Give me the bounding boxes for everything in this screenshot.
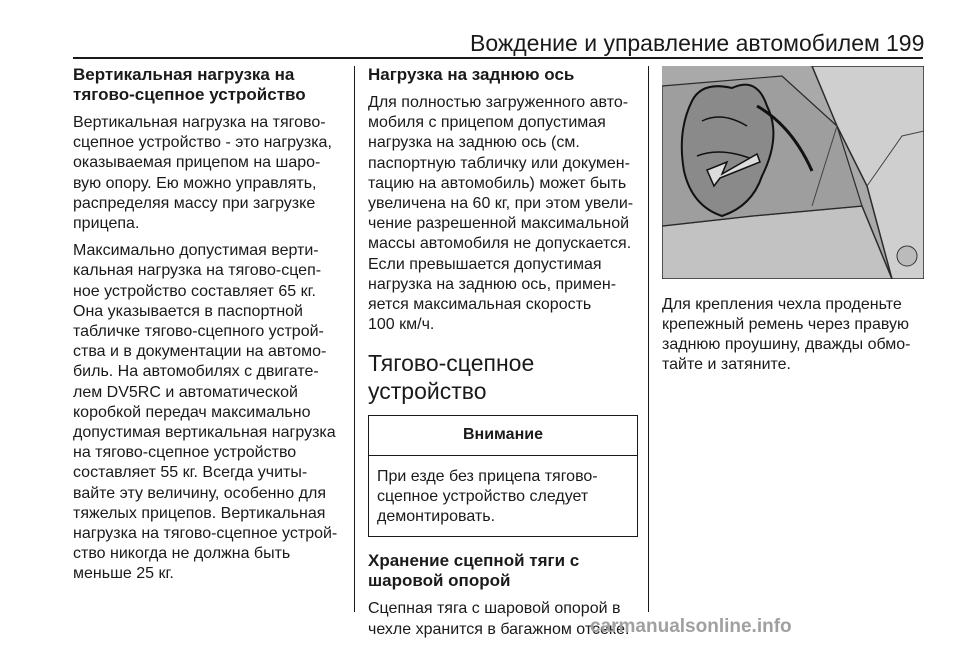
section-heading-vertical-load: Вертикальная нагрузка на тягово-сцепное устройство xyxy=(73,65,306,104)
watermark: carmanualsonline.info xyxy=(590,616,792,637)
column-separator-1 xyxy=(354,66,355,612)
section-heading-rear-axle-load: Нагрузка на заднюю ось xyxy=(368,65,575,84)
paragraph-towbar-storage: Сцепная тяга с шаровой опорой в чехле хранится в багажном отсеке. xyxy=(368,600,630,638)
paragraph-vertical-load-definition: Вертикальная нагрузка на тягово- сцепное устройство - это нагрузка, оказываемая прицепом на шаро- вую опору. Ею можно управлять, распределяя массу при загрузке прицепа. xyxy=(73,114,332,233)
header-rule xyxy=(73,57,923,59)
warning-text: При езде без прицепа тягово- сцепное устройство следует демонтировать. xyxy=(377,468,598,526)
page-number: 199 xyxy=(886,30,925,56)
column-separator-2 xyxy=(648,66,649,612)
warning-box xyxy=(368,415,638,537)
illustration-trunk-towbar-bag xyxy=(662,66,924,279)
running-header-title: Вождение и управление автомобилем xyxy=(470,30,880,56)
section-heading-towbar-storage: Хранение сцепной тяги с шаровой опорой xyxy=(368,551,580,591)
figure-caption: Для крепления чехла проденьте крепежный ремень через правую заднюю проушину, дважды обмо- тайте и затяните. xyxy=(662,296,911,373)
paragraph-rear-axle-load: Для полностью загруженного авто- мобиля с прицепом допустимая нагрузка на заднюю ось (см. паспортную табличку или докумен- тацию на автомобиль) может быть увеличена на 60 кг, при этом увели- чение разрешенной максимальной массы автомобиля не допускается. Если превышается допустимая нагрузка на заднюю ось, примен- яется максимальная скорость 100 км/ч. xyxy=(368,94,634,334)
column-3 xyxy=(662,66,924,375)
chapter-heading-towbar: Тягово-сцепное устройство xyxy=(368,350,535,405)
warning-title: Внимание xyxy=(369,416,637,456)
column-1 xyxy=(73,65,348,592)
trunk-illustration-icon xyxy=(662,66,924,279)
paragraph-max-vertical-load: Максимально допустимая верти- кальная нагрузка на тягово-сцеп- ное устройство составляет 65 кг. Она указывается в паспортной табличке тягово-сцепного устрой- ства и в документации на автомо- биль. На автомобилях с двигате- лем DV5RC и автоматической коробкой передач максимально допустимая вертикальная нагрузка на тягово-сцепное устройство составляет 55 кг. Всегда учиты- вайте эту величину, особенно для тяжелых прицепов. Вертикальная нагрузка на тягово-сцепное устрой- ство никогда не должна быть меньше 25 кг. xyxy=(73,242,338,583)
column-2 xyxy=(368,65,638,647)
